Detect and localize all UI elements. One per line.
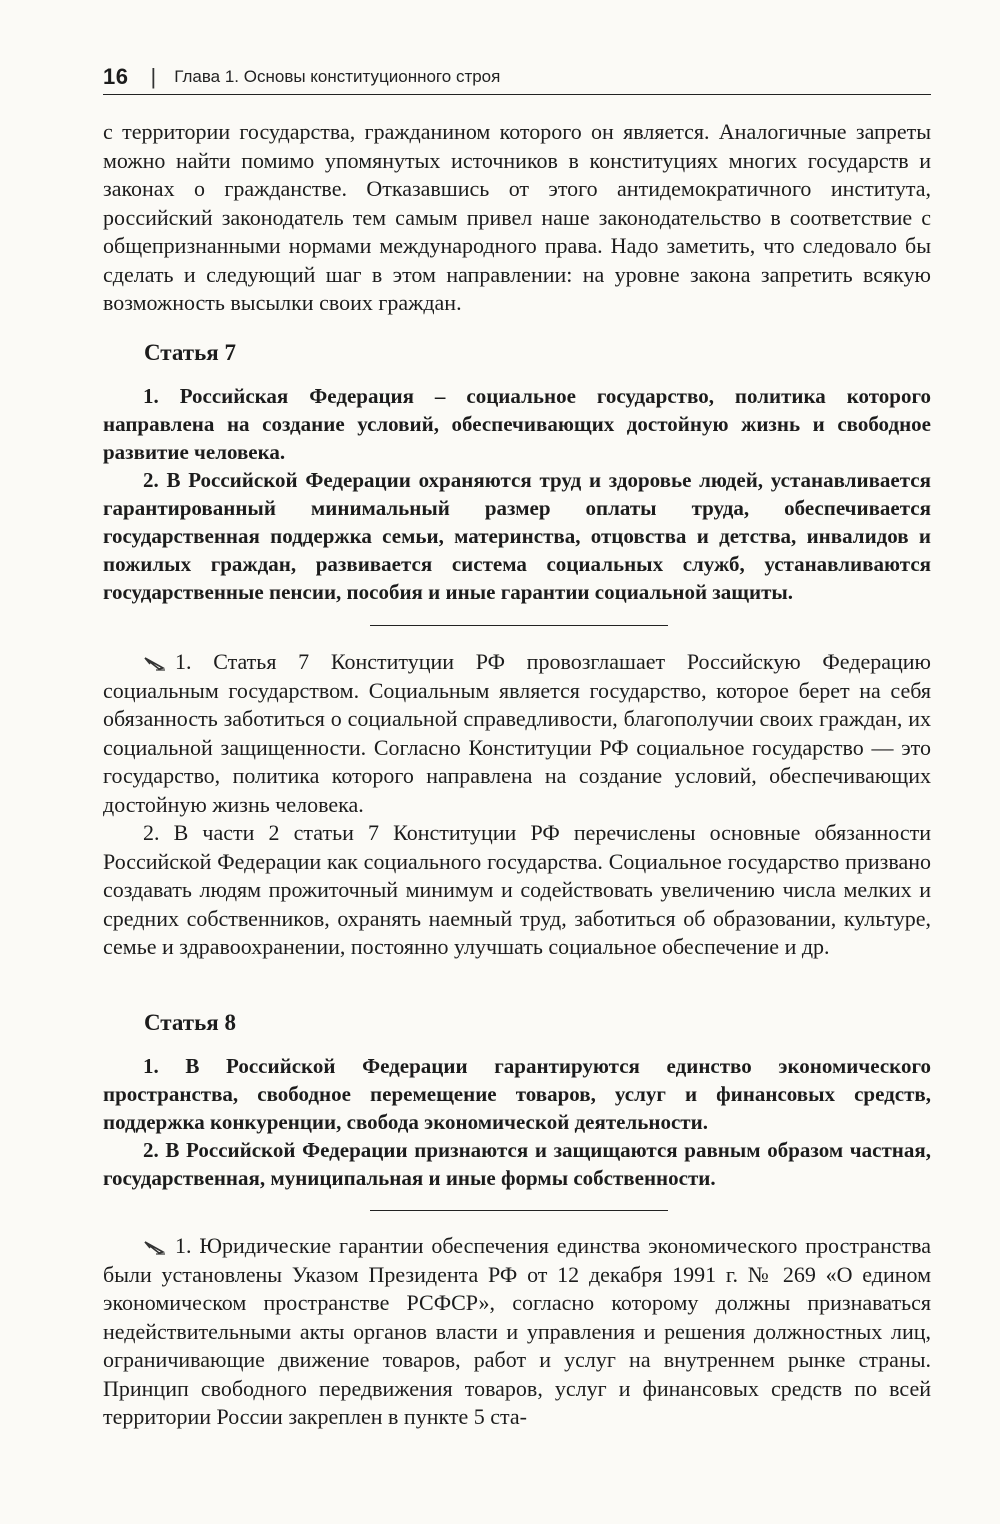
header-separator: | xyxy=(150,64,157,89)
pen-icon xyxy=(143,1239,169,1255)
article-8-title: Статья 8 xyxy=(144,1010,236,1035)
commentary-paragraph: 2. В части 2 статьи 7 Конституции РФ перечислены основные обязанности Российской Федерации как социального государства. Социальное государство призвано создавать людям прожиточный минимум и содействовать увеличению числа мелких и средних собственников, охранять наемный труд, заботиться об образовании, культуре, семье и здравоохранении, постоянно улучшать социальное обеспечение и др. xyxy=(103,820,931,959)
running-title: Глава 1. Основы конституционного строя xyxy=(174,67,501,86)
article-8-part-2: 2. В Российской Федерации признаются и защищаются равным образом частная, государственная, муниципальная и иные формы собственности. xyxy=(103,1138,931,1190)
section-divider xyxy=(370,1210,668,1211)
commentary-paragraph: 1. Статья 7 Конституции РФ провозглашает Российскую Федерацию социальным государством. Социальным является государство, которое берет на себя обязанность заботиться о социальной справедливости, благополучии своих граждан, их социальной защищенности. Согласно Конституции РФ социальное государство — это государство, политика которого направлена на создание условий, обеспечивающих достойную жизнь человека. xyxy=(103,649,931,817)
section-divider xyxy=(370,625,668,626)
article-7-part-1: 1. Российская Федерация – социальное государство, политика которого направлена на создание условий, обеспечивающих достойную жизнь и свободное развитие человека. xyxy=(103,384,931,464)
article-8-commentary xyxy=(103,1232,931,1432)
intro-text xyxy=(103,118,931,318)
article-7-law xyxy=(103,382,931,606)
article-7-part-2: 2. В Российской Федерации охраняются труд и здоровье людей, устанавливается гарантированный минимальный размер оплаты труда, обеспечивается государственная поддержка семьи, материнства, отцовства и детства, инвалидов и пожилых граждан, развивается система социальных служб, устанавливаются государственные пенсии, пособия и иные гарантии социальной защиты. xyxy=(103,468,931,604)
pen-icon xyxy=(143,655,169,671)
article-7-commentary xyxy=(103,648,931,962)
intro-paragraph: с территории государства, гражданином которого он является. Аналогичные запреты можно найти помимо упомянутых источников в конституциях многих государств и законах о гражданстве. Отказавшись от этого антидемократичного института, российский законодатель тем самым привел наше законодательство в соответствие с общепризнанными нормами международного права. Надо заметить, что следовало бы сделать и следующий шаг в этом направлении: на уровне закона запретить всякую возможность высылки своих граждан. xyxy=(103,119,931,315)
running-header xyxy=(103,60,931,95)
article-7-title: Статья 7 xyxy=(144,340,236,365)
article-8-part-1: 1. В Российской Федерации гарантируются единство экономического пространства, свободное перемещение товаров, услуг и финансовых средств, поддержка конкуренции, свобода экономической деятельности. xyxy=(103,1054,931,1134)
commentary-paragraph: 1. Юридические гарантии обеспечения единства экономического пространства были установлены Указом Президента РФ от 12 декабря 1991 г. № 269 «О едином экономическом пространстве РСФСР», согласно которому должны признаваться недействительными акты органов власти и управления и решения должностных лиц, ограничивающие движение товаров, работ и услуг на внутреннем рынке страны. Принцип свободного передвижения товаров, услуг и финансовых средств по всей территории России закреплен в пункте 5 ста- xyxy=(103,1233,931,1429)
article-8-law xyxy=(103,1052,931,1192)
page-number: 16 xyxy=(103,64,129,89)
